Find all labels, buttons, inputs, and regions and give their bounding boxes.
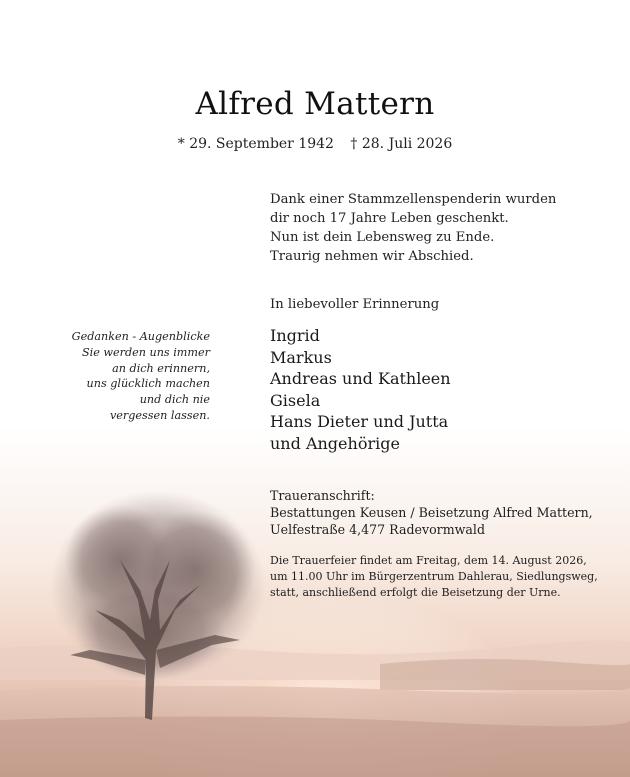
- ceremony-line: statt, anschließend erfolgt die Beisetzung der Urne.: [270, 586, 561, 599]
- dedication-line: Traurig nehmen wir Abschied.: [270, 249, 474, 264]
- mourner-name: Markus: [270, 347, 332, 367]
- mourner-name: Gisela: [270, 390, 321, 410]
- mourning-address: [270, 487, 593, 538]
- address-line: Bestattungen Keusen / Beisetzung Alfred Mattern,: [270, 505, 593, 520]
- poem-line: Sie werden uns immer: [82, 345, 210, 359]
- mourner-name: und Angehörige: [270, 433, 400, 453]
- birth-date: * 29. September 1942: [177, 136, 334, 152]
- dedication-line: Nun ist dein Lebensweg zu Ende.: [270, 230, 495, 245]
- mourners-list: [270, 325, 451, 454]
- ceremony-line: Die Trauerfeier findet am Freitag, dem 14. August 2026,: [270, 554, 587, 567]
- poem-line: vergessen lassen.: [109, 408, 210, 422]
- poem-line: und dich nie: [139, 393, 210, 407]
- poem-line: uns glücklich machen: [86, 377, 210, 391]
- deceased-name: Alfred Mattern: [195, 86, 435, 122]
- memory-heading: In liebevoller Erinnerung: [270, 297, 440, 312]
- funeral-ceremony-info: [270, 553, 598, 601]
- mourner-name: Hans Dieter und Jutta: [270, 412, 449, 431]
- poem-line: Gedanken - Augenblicke: [71, 330, 210, 343]
- memorial-poem: [40, 329, 210, 424]
- dedication-line: Dank einer Stammzellenspenderin wurden: [270, 192, 557, 207]
- mourner-name: Ingrid: [270, 326, 320, 345]
- ceremony-line: um 11.00 Uhr im Bürgerzentrum Dahlerau, Siedlungsweg,: [270, 570, 598, 583]
- address-line: Uelfestraße 4,477 Radevormwald: [270, 522, 486, 537]
- mourner-name: Andreas und Kathleen: [270, 369, 451, 388]
- life-dates: [0, 136, 630, 152]
- address-line: Traueranschrift:: [270, 488, 375, 503]
- death-date: † 28. Juli 2026: [350, 136, 453, 152]
- poem-line: an dich erinnern,: [112, 361, 210, 375]
- dedication-line: dir noch 17 Jahre Leben geschenkt.: [270, 211, 509, 226]
- dedication-text: [270, 190, 600, 266]
